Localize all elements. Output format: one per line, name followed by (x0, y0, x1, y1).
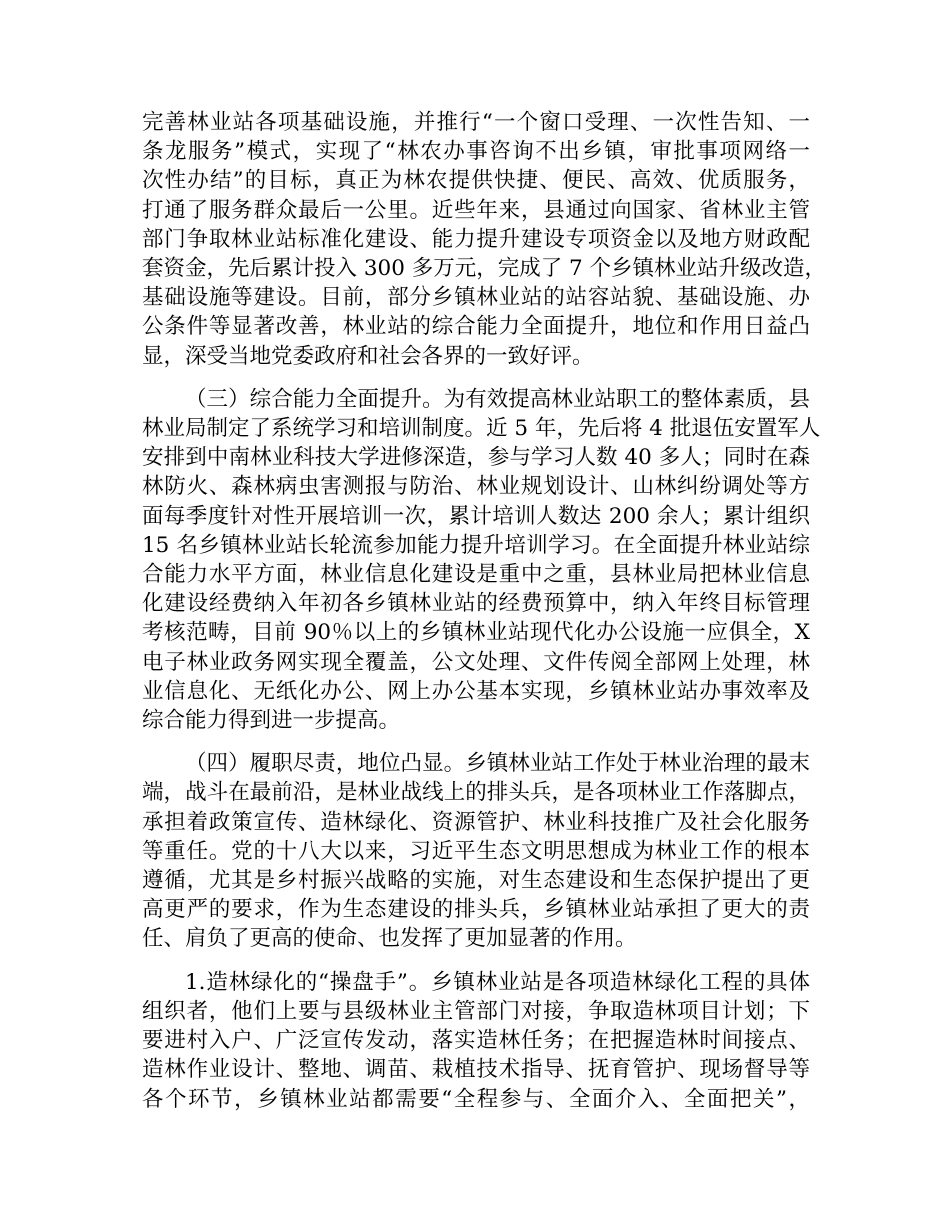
text-line: 1.造林绿化的“操盘手”。乡镇林业站是各项造林绿化工程的具体 (185, 969, 810, 995)
text-line: 化建设经费纳入年初各乡镇林业站的经费预算中，纳入年终目标管理 (142, 591, 810, 617)
text-line: 承担着政策宣传、造林绿化、资源管护、林业科技推广及社会化服务 (142, 809, 810, 835)
text-line: 合能力水平方面，林业信息化建设是重中之重，县林业局把林业信息 (142, 562, 810, 588)
text-line: 基础设施等建设。目前，部分乡镇林业站的站容站貌、基础设施、办 (142, 285, 810, 311)
text-line: 等重任。党的十八大以来，习近平生态文明思想成为林业工作的根本 (142, 838, 810, 864)
text-line: 造林作业设计、整地、调苗、栽植技术指导、抚育管护、现场督导等 (142, 1057, 810, 1083)
text-line: 电子林业政务网实现全覆盖，公文处理、文件传阅全部网上处理，林 (142, 649, 810, 675)
text-line: 考核范畴，目前 90％以上的乡镇林业站现代化办公设施一应俱全，X (142, 620, 810, 646)
text-line: 次性办结”的目标，真正为林农提供快捷、便民、高效、优质服务， (142, 168, 810, 194)
text-line: 完善林业站各项基础设施，并推行“一个窗口受理、一次性告知、一 (142, 110, 810, 135)
paragraph (142, 108, 827, 371)
text-line: 套资金，先后累计投入 300 多万元，完成了 7 个乡镇林业站升级改造， (142, 256, 827, 282)
text-line: 部门争取林业站标准化建设、能力提升建设专项资金以及地方财政配 (142, 226, 810, 252)
text-line: 组织者，他们上要与县级林业主管部门对接，争取造林项目计划；下 (142, 998, 810, 1024)
text-line: 端，战斗在最前沿，是林业战线上的排头兵，是各项林业工作落脚点， (142, 780, 810, 806)
paragraph (142, 968, 810, 1114)
text-line: （三）综合能力全面提升。为有效提高林业站职工的整体素质，县 (185, 386, 810, 412)
text-line: 条龙服务”模式，实现了“林农办事咨询不出乡镇，审批事项网络一 (142, 139, 810, 165)
paragraph (142, 385, 821, 735)
text-line: 安排到中南林业科技大学进修深造，参与学习人数 40 多人；同时在森 (142, 445, 810, 471)
text-line: 公条件等显著改善，林业站的综合能力全面提升，地位和作用日益凸 (142, 314, 810, 340)
text-line: 高更严的要求，作为生态建设的排头兵，乡镇林业站承担了更大的责 (142, 897, 810, 923)
text-line: 要进村入户、广泛宣传发动，落实造林任务；在把握造林时间接点、 (142, 1028, 810, 1054)
text-line: 各个环节，乡镇林业站都需要“全程参与、全面介入、全面把关”， (142, 1086, 810, 1112)
text-line: 林业局制定了系统学习和培训制度。近 5 年，先后将 4 批退伍安置军人 (142, 416, 821, 442)
text-line: 遵循，尤其是乡村振兴战略的实施，对生态建设和生态保护提出了更 (142, 868, 810, 894)
text-line: 业信息化、无纸化办公、网上办公基本实现，乡镇林业站办事效率及 (142, 678, 810, 704)
text-line: 15 名乡镇林业站长轮流参加能力提升培训学习。在全面提升林业站综 (142, 532, 810, 558)
text-line: 面每季度针对性开展培训一次，累计培训人数达 200 余人；累计组织 (142, 503, 810, 529)
text-line: 林防火、森林病虫害测报与防治、林业规划设计、山林纠纷调处等方 (142, 474, 810, 500)
document-page (142, 108, 827, 1128)
text-line: 任、肩负了更高的使命、也发挥了更加显著的作用。 (142, 926, 637, 952)
paragraph (142, 749, 810, 953)
text-line: 综合能力得到进一步提高。 (142, 708, 401, 734)
text-line: 显，深受当地党委政府和社会各界的一致好评。 (142, 343, 594, 369)
text-line: （四）履职尽责，地位凸显。乡镇林业站工作处于林业治理的最末 (185, 751, 810, 777)
text-line: 打通了服务群众最后一公里。近些年来，县通过向国家、省林业主管 (142, 197, 810, 223)
